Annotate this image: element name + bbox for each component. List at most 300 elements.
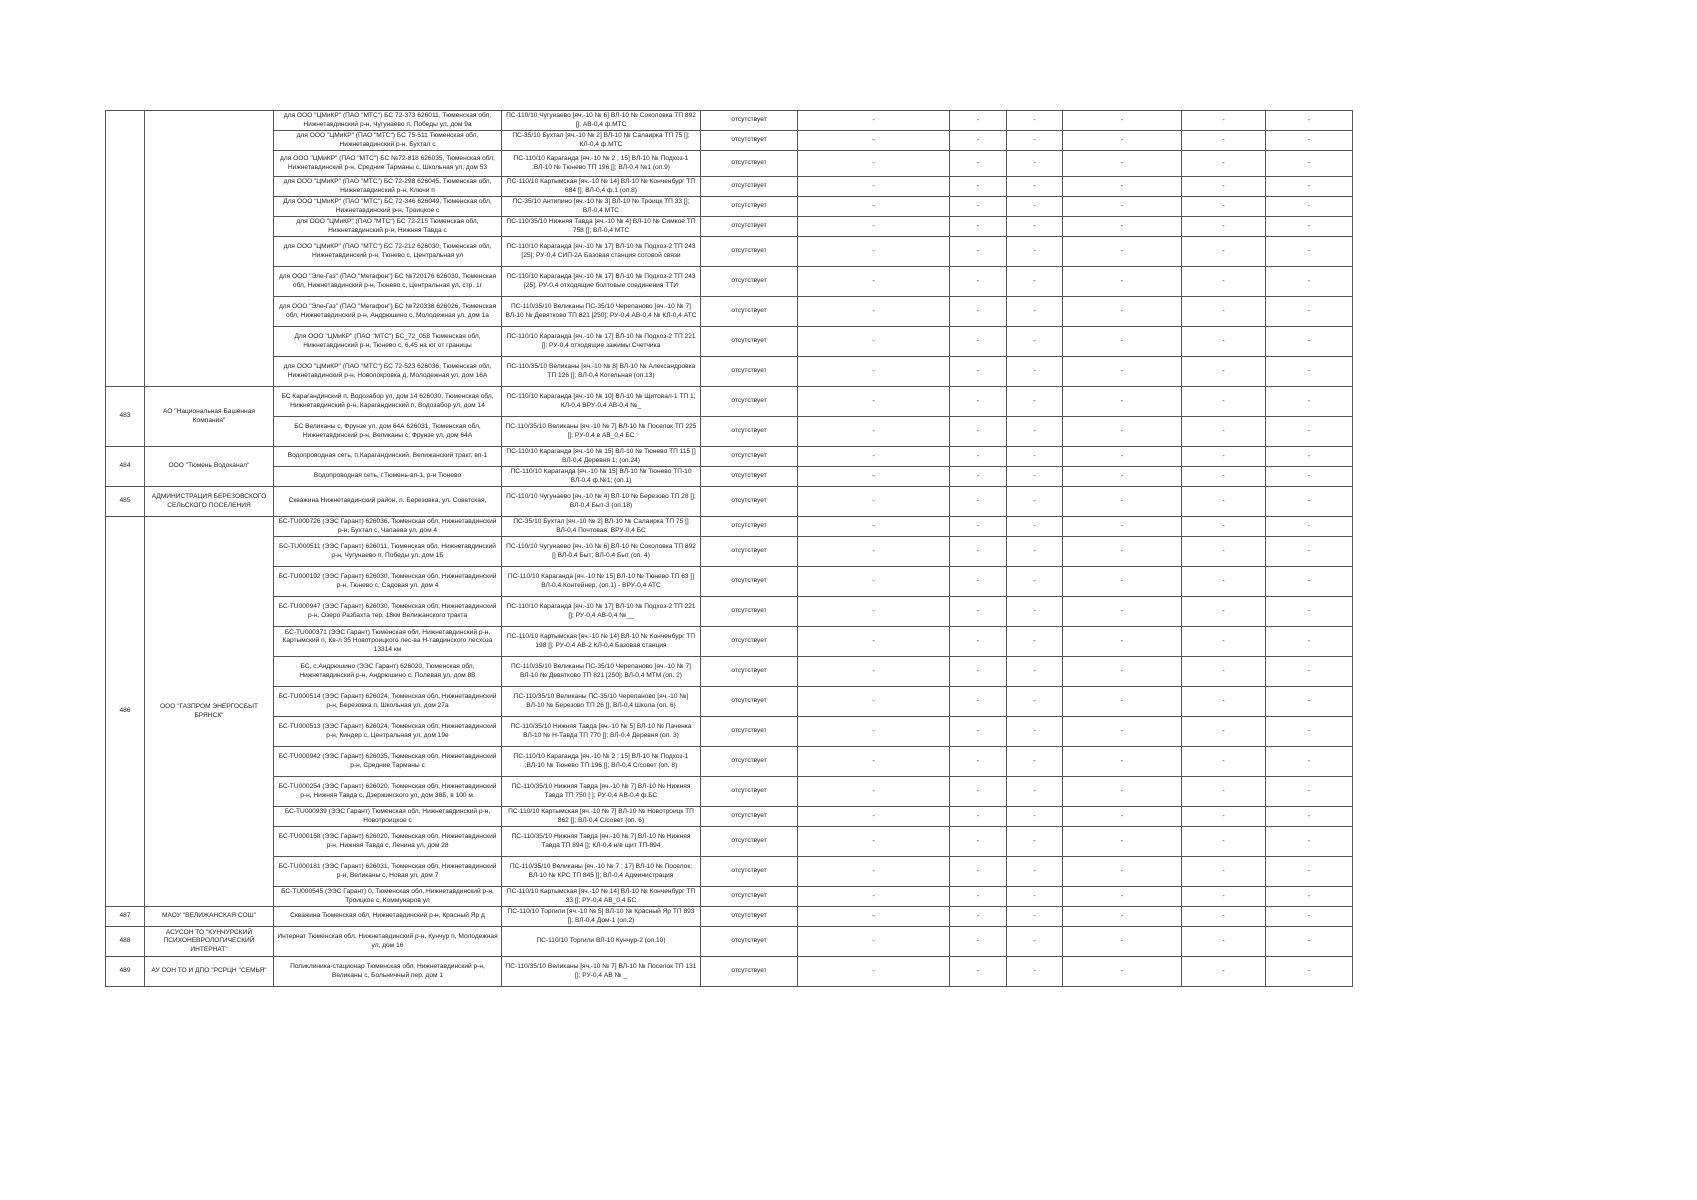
cell-status: отсутствует bbox=[701, 517, 798, 537]
cell-number: 488 bbox=[106, 927, 145, 957]
cell-number: 489 bbox=[106, 957, 145, 987]
cell-empty-value: - bbox=[950, 927, 1007, 957]
cell-object: БС-TU000726 (ЭЭС Гарант) 626036, Тюменская обл, Нижнетавдинский р-н, Бухтал с, Чапаева ул, дом 4 bbox=[274, 517, 502, 537]
cell-empty-value: - bbox=[1007, 327, 1063, 357]
cell-empty-value: - bbox=[1007, 197, 1063, 217]
cell-object: БС-TU000254 (ЭЭС Гарант) 626020, Тюменская обл, Нижнетавдинский р-н, Нижняя Тавда с, Дзержинского ул, дом 38Б, в 100 м. bbox=[274, 777, 502, 807]
cell-organization: АДМИНИСТРАЦИЯ БЕРЕЗОВСКОГО СЕЛЬСКОГО ПОСЕЛЕНИЯ bbox=[145, 487, 274, 517]
cell-status: отсутствует bbox=[701, 387, 798, 417]
cell-empty-value: - bbox=[1182, 267, 1266, 297]
cell-connection-point: ПС-35/10 Антипино [яч.-10 № 3] ВЛ-10 № Троицк ТП 33 []; ВЛ-0,4 МТС bbox=[502, 197, 701, 217]
cell-empty-value: - bbox=[1063, 417, 1182, 447]
cell-object: БС-TU000371 (ЭЭС Гарант) Тюменская обл, Нижнетавдинский р-н, Картымский п, Кв-л 35 Новотроицкого лес-ва Н-тавдинского лесхоза 13314 км bbox=[274, 627, 502, 657]
cell-empty-value: - bbox=[798, 131, 950, 151]
cell-empty-value: - bbox=[1266, 151, 1353, 177]
cell-empty-value: - bbox=[950, 297, 1007, 327]
cell-empty-value: - bbox=[798, 217, 950, 237]
cell-empty-value: - bbox=[950, 747, 1007, 777]
cell-connection-point: ПС-110/10 Караганда [яч.-10 № 15] ВЛ-10 № Тюнево ТП 63 [] ВЛ-0,4 Контейнер; (оп.1) - ВРУ-0,4 АТС bbox=[502, 567, 701, 597]
cell-empty-value: - bbox=[798, 827, 950, 857]
cell-empty-value: - bbox=[1182, 927, 1266, 957]
cell-empty-value: - bbox=[1007, 111, 1063, 131]
cell-empty-value: - bbox=[1182, 857, 1266, 887]
cell-empty-value: - bbox=[1182, 907, 1266, 927]
cell-connection-point: ПС-110/10 Картымская [яч.-10 № 14] ВЛ-10 № Конченбург ТП 33 []; РУ-0,4 АВ_0,4 БС bbox=[502, 887, 701, 907]
cell-empty-value: - bbox=[1063, 747, 1182, 777]
cell-status: отсутствует bbox=[701, 907, 798, 927]
cell-empty-value: - bbox=[1063, 857, 1182, 887]
table-row bbox=[106, 537, 1353, 567]
cell-empty-value: - bbox=[798, 237, 950, 267]
cell-empty-value: - bbox=[950, 467, 1007, 487]
cell-empty-value: - bbox=[798, 417, 950, 447]
cell-object: Скважина Тюменская обл, Нижнетавдинский р-н, Красный Яр д bbox=[274, 907, 502, 927]
table-body bbox=[106, 111, 1353, 987]
cell-empty-value: - bbox=[1063, 387, 1182, 417]
cell-empty-value: - bbox=[950, 887, 1007, 907]
cell-empty-value: - bbox=[1007, 567, 1063, 597]
cell-connection-point: ПС-110/35/10 Нижняя Тавда [яч.-10 № 5] ВЛ-10 № Паченка ВЛ-10 № Н-Тавда ТП 770 []; ВЛ-0,4 Деревня (оп. 3) bbox=[502, 717, 701, 747]
cell-empty-value: - bbox=[1007, 297, 1063, 327]
cell-empty-value: - bbox=[798, 177, 950, 197]
cell-empty-value: - bbox=[798, 537, 950, 567]
cell-empty-value: - bbox=[1007, 447, 1063, 467]
cell-connection-point: ПС-110/35/10 Великаны [яч.-10 № 7 ; 17] ВЛ-10 № Поселок; ВЛ-10 № КРС ТП 845 []; ВЛ-0,4 Администрация bbox=[502, 857, 701, 887]
cell-empty-value: - bbox=[1063, 111, 1182, 131]
cell-object: для ООО "ЦМиКР" (ПАО "МТС") БС 72-373 626011, Тюменская обл, Нижнетавдинский р-н, Чугунаево п, Победы ул, дом 9а bbox=[274, 111, 502, 131]
cell-number bbox=[106, 111, 145, 387]
cell-empty-value: - bbox=[798, 267, 950, 297]
cell-empty-value: - bbox=[1007, 177, 1063, 197]
cell-empty-value: - bbox=[1063, 907, 1182, 927]
cell-empty-value: - bbox=[798, 927, 950, 957]
table-row bbox=[106, 597, 1353, 627]
cell-number: 486 bbox=[106, 517, 145, 907]
cell-empty-value: - bbox=[1063, 957, 1182, 987]
cell-empty-value: - bbox=[1007, 267, 1063, 297]
cell-empty-value: - bbox=[1182, 217, 1266, 237]
cell-empty-value: - bbox=[1063, 151, 1182, 177]
cell-status: отсутствует bbox=[701, 717, 798, 747]
table-row bbox=[106, 297, 1353, 327]
cell-empty-value: - bbox=[798, 567, 950, 597]
cell-status: отсутствует bbox=[701, 131, 798, 151]
cell-empty-value: - bbox=[798, 517, 950, 537]
cell-empty-value: - bbox=[798, 747, 950, 777]
cell-empty-value: - bbox=[1182, 717, 1266, 747]
cell-empty-value: - bbox=[798, 297, 950, 327]
cell-empty-value: - bbox=[1266, 747, 1353, 777]
cell-connection-point: ПС-110/35/10 Великаны [яч.-10 № 8] ВЛ-10 № Александровка ТП 126 []; ВЛ-0,4 Котельная (оп.13) bbox=[502, 357, 701, 387]
cell-empty-value: - bbox=[950, 657, 1007, 687]
cell-empty-value: - bbox=[1182, 747, 1266, 777]
cell-empty-value: - bbox=[798, 197, 950, 217]
cell-object: Для ООО "ЦМиКР" (ПАО "МТС") БС_72_058 Тюменская обл, Нижнетавдинский р-н, Тюнево с, 6,45 на юг от границы bbox=[274, 327, 502, 357]
cell-empty-value: - bbox=[1063, 327, 1182, 357]
cell-object: для ООО "ЦМиКР" (ПАО "МТС") БС 72-212 626030, Тюменская обл, Нижнетавдинский р-н, Тюнево с, Центральная ул bbox=[274, 237, 502, 267]
cell-empty-value: - bbox=[1266, 237, 1353, 267]
cell-empty-value: - bbox=[1007, 131, 1063, 151]
table-row bbox=[106, 267, 1353, 297]
cell-object: БС-TU000939 (ЭЭС Гарант) Тюменская обл, Нижнетавдинский р-н, Новотроицкое с bbox=[274, 807, 502, 827]
table-row bbox=[106, 957, 1353, 987]
cell-connection-point: ПС-110/10 Картымская [яч.-10 № 14] ВЛ-10 № Конченбург ТП 198 []; РУ-0,4 АВ-2 КЛ-0,4 Базовая станция bbox=[502, 627, 701, 657]
cell-empty-value: - bbox=[1063, 517, 1182, 537]
table-row bbox=[106, 197, 1353, 217]
cell-connection-point: ПС-110/10 Караганда [яч.-10 № 15] ВЛ-10 № Тюнево ТП-10 ВЛ-0,4 ф.№1; (оп.1) bbox=[502, 467, 701, 487]
cell-status: отсутствует bbox=[701, 567, 798, 597]
cell-empty-value: - bbox=[1182, 197, 1266, 217]
cell-object: БС Великаны с, Фрунзе ул, дом 64А 626031, Тюменская обл, Нижнетавдинский р-н, Великаны с, Фрунзе ул, дом 64А bbox=[274, 417, 502, 447]
cell-empty-value: - bbox=[1182, 237, 1266, 267]
table-row bbox=[106, 687, 1353, 717]
cell-status: отсутствует bbox=[701, 747, 798, 777]
cell-connection-point: ПС-110/10 Караганда [яч.-10 № 2 ; 15] ВЛ-10 № Подхоз-1 ;ВЛ-10 № Тюнево ТП 196 []; ВЛ-0,4 С/совет (оп. 8) bbox=[502, 747, 701, 777]
cell-empty-value: - bbox=[1266, 357, 1353, 387]
cell-status: отсутствует bbox=[701, 297, 798, 327]
cell-object: БС-TU000158 (ЭЭС Гарант) 626020, Тюменская обл, Нижнетавдинский р-н, Нижняя Тавда с, Ленина ул, дом 28 bbox=[274, 827, 502, 857]
cell-empty-value: - bbox=[1063, 827, 1182, 857]
cell-connection-point: ПС-110/10 Караганда [яч.-10 № 2 ; 15] ВЛ-10 № Подхоз-1 ;ВЛ-10 № Тюнево ТП 196 []; ВЛ-0,4 №1 (оп.9) bbox=[502, 151, 701, 177]
table-row bbox=[106, 417, 1353, 447]
cell-empty-value: - bbox=[1007, 357, 1063, 387]
cell-connection-point: ПС-110/35/10 Великаны ПС-35/10 Черепаново [яч.-10 № 7] ВЛ-10 № Девятково ТП 821 [250]; ВЛ-0,4 МТМ (оп. 2) bbox=[502, 657, 701, 687]
cell-empty-value: - bbox=[950, 327, 1007, 357]
cell-status: отсутствует bbox=[701, 657, 798, 687]
cell-empty-value: - bbox=[950, 857, 1007, 887]
table-row bbox=[106, 657, 1353, 687]
cell-status: отсутствует bbox=[701, 111, 798, 131]
table-row bbox=[106, 447, 1353, 467]
cell-empty-value: - bbox=[1007, 957, 1063, 987]
cell-empty-value: - bbox=[950, 597, 1007, 627]
cell-empty-value: - bbox=[1266, 131, 1353, 151]
cell-organization: АО "Национальная Башенная Компания" bbox=[145, 387, 274, 447]
cell-empty-value: - bbox=[798, 111, 950, 131]
cell-connection-point: ПС-110/10 Торгили ВЛ-10 Кунчур-2 (оп.10) bbox=[502, 927, 701, 957]
cell-empty-value: - bbox=[1182, 657, 1266, 687]
cell-object: Водопроводная сеть, п.Карагандинский, Велижанский тракт, вп-1 bbox=[274, 447, 502, 467]
cell-empty-value: - bbox=[1266, 857, 1353, 887]
cell-empty-value: - bbox=[950, 131, 1007, 151]
cell-empty-value: - bbox=[1063, 687, 1182, 717]
cell-status: отсутствует bbox=[701, 177, 798, 197]
cell-empty-value: - bbox=[1063, 887, 1182, 907]
cell-status: отсутствует bbox=[701, 197, 798, 217]
cell-connection-point: ПС-35/10 Бухтал [яч.-10 № 2] ВЛ-10 № Салаирка ТП 75 [] ВЛ-0,4 Почтовая; ВРУ-0,4 БС bbox=[502, 517, 701, 537]
cell-empty-value: - bbox=[950, 387, 1007, 417]
cell-empty-value: - bbox=[1266, 907, 1353, 927]
table-row bbox=[106, 151, 1353, 177]
cell-status: отсутствует bbox=[701, 151, 798, 177]
cell-status: отсутствует bbox=[701, 447, 798, 467]
cell-empty-value: - bbox=[1007, 687, 1063, 717]
cell-object: БС-TU000947 (ЭЭС Гарант) 626030, Тюменская обл, Нижнетавдинский р-н, Озеро Разбахта тер, 18км Велижанского тракта bbox=[274, 597, 502, 627]
cell-empty-value: - bbox=[1063, 447, 1182, 467]
cell-number: 485 bbox=[106, 487, 145, 517]
cell-object: БС-TU000192 (ЭЭС Гарант) 626030, Тюменская обл, Нижнетавдинский р-н, Тюнево с, Садовая ул, дом 4 bbox=[274, 567, 502, 597]
cell-empty-value: - bbox=[798, 857, 950, 887]
cell-empty-value: - bbox=[950, 487, 1007, 517]
cell-empty-value: - bbox=[798, 487, 950, 517]
cell-status: отсутствует bbox=[701, 327, 798, 357]
cell-empty-value: - bbox=[1182, 417, 1266, 447]
cell-empty-value: - bbox=[1007, 747, 1063, 777]
cell-connection-point: ПС-110/35/10 Великаны [яч.-10 № 7] ВЛ-10 № Поселок ТП 225 []; РУ-0,4 в АВ_0,4 БС bbox=[502, 417, 701, 447]
cell-empty-value: - bbox=[798, 717, 950, 747]
table-row bbox=[106, 217, 1353, 237]
cell-object: БС-TU000545 (ЭЭС Гарант) 0, Тюменская обл, Нижнетавдинский р-н, Троицкое с, Коммунаров ул bbox=[274, 887, 502, 907]
cell-number: 484 bbox=[106, 447, 145, 487]
table-row bbox=[106, 747, 1353, 777]
table-row bbox=[106, 927, 1353, 957]
cell-empty-value: - bbox=[950, 177, 1007, 197]
cell-empty-value: - bbox=[1063, 267, 1182, 297]
cell-status: отсутствует bbox=[701, 467, 798, 487]
cell-status: отсутствует bbox=[701, 687, 798, 717]
cell-empty-value: - bbox=[1266, 537, 1353, 567]
cell-connection-point: ПС-110/10 Картымская [яч.-10 № 14] ВЛ-10 № Конченбург ТП 684 []; ВЛ-0,4 ф.1 (оп.8) bbox=[502, 177, 701, 197]
cell-empty-value: - bbox=[1063, 197, 1182, 217]
table-row bbox=[106, 717, 1353, 747]
data-table bbox=[105, 110, 1353, 987]
cell-object: Скважина Нижнетавдинский район, п. Березовка, ул. Советская, bbox=[274, 487, 502, 517]
cell-empty-value: - bbox=[1007, 657, 1063, 687]
cell-empty-value: - bbox=[798, 357, 950, 387]
cell-empty-value: - bbox=[1182, 567, 1266, 597]
cell-empty-value: - bbox=[1063, 177, 1182, 197]
cell-empty-value: - bbox=[798, 807, 950, 827]
cell-empty-value: - bbox=[1182, 151, 1266, 177]
table-row bbox=[106, 567, 1353, 597]
table-row bbox=[106, 467, 1353, 487]
cell-empty-value: - bbox=[950, 417, 1007, 447]
cell-empty-value: - bbox=[798, 687, 950, 717]
cell-status: отсутствует bbox=[701, 357, 798, 387]
cell-empty-value: - bbox=[950, 567, 1007, 597]
cell-empty-value: - bbox=[1063, 237, 1182, 267]
cell-object: БС-TU000942 (ЭЭС Гарант) 626035, Тюменская обл, Нижнетавдинский р-н, Средние Тарманы с bbox=[274, 747, 502, 777]
cell-empty-value: - bbox=[798, 627, 950, 657]
cell-empty-value: - bbox=[1063, 567, 1182, 597]
cell-empty-value: - bbox=[798, 327, 950, 357]
cell-empty-value: - bbox=[1182, 177, 1266, 197]
cell-empty-value: - bbox=[1007, 717, 1063, 747]
cell-empty-value: - bbox=[1182, 111, 1266, 131]
cell-connection-point: ПС-110/10 Караганда [яч.-10 № 10] ВЛ-10 № Щитовал-1 ТП 1; КЛ-0,4 ВРУ-0,4 АВ-0,4 №_ bbox=[502, 387, 701, 417]
cell-empty-value: - bbox=[1266, 807, 1353, 827]
cell-empty-value: - bbox=[950, 957, 1007, 987]
cell-empty-value: - bbox=[1007, 887, 1063, 907]
cell-connection-point: ПС-110/10 Чугунаево [яч.-10 № 6] ВЛ-10 № Соколовка ТП 892 [] ВЛ-0,4 Быт; ВЛ-0,4 Быт (оп. 4) bbox=[502, 537, 701, 567]
cell-empty-value: - bbox=[1266, 777, 1353, 807]
cell-status: отсутствует bbox=[701, 217, 798, 237]
cell-object: для ООО "ЦМиКР" (ПАО "МТС") БС №72-818 626035, Тюменская обл, Нижнетавдинский р-н, Средние Тарманы с, Школьная ул, дом 53 bbox=[274, 151, 502, 177]
cell-empty-value: - bbox=[1182, 597, 1266, 627]
table-row bbox=[106, 887, 1353, 907]
cell-empty-value: - bbox=[1266, 327, 1353, 357]
cell-empty-value: - bbox=[1007, 537, 1063, 567]
cell-status: отсутствует bbox=[701, 537, 798, 567]
cell-empty-value: - bbox=[950, 111, 1007, 131]
cell-empty-value: - bbox=[1063, 777, 1182, 807]
table-row bbox=[106, 777, 1353, 807]
cell-empty-value: - bbox=[1182, 807, 1266, 827]
cell-empty-value: - bbox=[1063, 131, 1182, 151]
cell-object: для ООО "ЦМиКР" (ПАО "МТС") БС 72-215 Тюменская обл, Нижнетавдинский р-н, Нижняя Тавда с bbox=[274, 217, 502, 237]
cell-status: отсутствует bbox=[701, 887, 798, 907]
table-row bbox=[106, 857, 1353, 887]
cell-empty-value: - bbox=[1266, 417, 1353, 447]
cell-empty-value: - bbox=[1266, 957, 1353, 987]
cell-object: БС-TU000511 (ЭЭС Гарант) 626011, Тюменская обл, Нижнетавдинский р-н, Чугунаево п, Победы ул, дом 1Б bbox=[274, 537, 502, 567]
cell-status: отсутствует bbox=[701, 597, 798, 627]
cell-object: для ООО "ЦМиКР" (ПАО "МТС") БС 75-511 Тюменская обл, Нижнетавдинский р-н, Бухтал с bbox=[274, 131, 502, 151]
cell-empty-value: - bbox=[1007, 151, 1063, 177]
cell-empty-value: - bbox=[1182, 687, 1266, 717]
cell-object: Поликлиника-стационар Тюменская обл, Нижнетавдинский р-н, Великаны с, Больничный пер, дом 1 bbox=[274, 957, 502, 987]
cell-empty-value: - bbox=[1063, 807, 1182, 827]
cell-empty-value: - bbox=[1007, 857, 1063, 887]
cell-object: для ООО "ЦМиКР" (ПАО "МТС") БС 72-298 626045, Тюменская обл, Нижнетавдинский р-н, Ключи п bbox=[274, 177, 502, 197]
cell-empty-value: - bbox=[1007, 597, 1063, 627]
cell-empty-value: - bbox=[1266, 717, 1353, 747]
cell-empty-value: - bbox=[1063, 357, 1182, 387]
cell-empty-value: - bbox=[1182, 627, 1266, 657]
cell-status: отсутствует bbox=[701, 957, 798, 987]
cell-empty-value: - bbox=[1266, 387, 1353, 417]
cell-object: БС-TU000514 (ЭЭС Гарант) 626024, Тюменская обл, Нижнетавдинский р-н, Березовка п, Школьная ул, дом 27а bbox=[274, 687, 502, 717]
table-row bbox=[106, 327, 1353, 357]
cell-empty-value: - bbox=[1063, 597, 1182, 627]
cell-empty-value: - bbox=[1063, 487, 1182, 517]
cell-empty-value: - bbox=[798, 887, 950, 907]
cell-connection-point: ПС-35/10 Бухтал [яч.-10 № 2] ВЛ-10 № Салаирка ТП 75 []; КЛ-0,4 ф.МТС bbox=[502, 131, 701, 151]
cell-empty-value: - bbox=[950, 517, 1007, 537]
cell-connection-point: ПС-110/10 Караганда [яч.-10 № 17] ВЛ-10 № Подхоз-2 ТП 243 [25]; РУ-0,4 отходящие болтовые соединения ТТИ bbox=[502, 267, 701, 297]
cell-empty-value: - bbox=[1063, 717, 1182, 747]
cell-empty-value: - bbox=[1182, 537, 1266, 567]
cell-empty-value: - bbox=[798, 151, 950, 177]
cell-empty-value: - bbox=[1182, 887, 1266, 907]
cell-empty-value: - bbox=[1266, 627, 1353, 657]
cell-status: отсутствует bbox=[701, 807, 798, 827]
cell-empty-value: - bbox=[1182, 487, 1266, 517]
cell-empty-value: - bbox=[1266, 297, 1353, 327]
cell-empty-value: - bbox=[1266, 217, 1353, 237]
cell-empty-value: - bbox=[950, 357, 1007, 387]
cell-empty-value: - bbox=[1007, 217, 1063, 237]
cell-empty-value: - bbox=[1266, 687, 1353, 717]
cell-object: БС, с.Андрюшино (ЭЭС Гарант) 626020, Тюменская обл, Нижнетавдинский р-н, Андрюшино с, Полевая ул, дом 8В bbox=[274, 657, 502, 687]
cell-empty-value: - bbox=[1182, 777, 1266, 807]
cell-organization: ООО "ГАЗПРОМ ЭНЕРГОСБЫТ БРЯНСК" bbox=[145, 517, 274, 907]
cell-object: Водопроводная сеть, г.Тюмень-вп-1, р-н Тюнево bbox=[274, 467, 502, 487]
cell-empty-value: - bbox=[1007, 807, 1063, 827]
cell-empty-value: - bbox=[1266, 517, 1353, 537]
cell-empty-value: - bbox=[1007, 517, 1063, 537]
cell-status: отсутствует bbox=[701, 777, 798, 807]
cell-organization: АСУСОН ТО "КУНЧУРСКИЙ ПСИХОНЕВРОЛОГИЧЕСКИЙ ИНТЕРНАТ" bbox=[145, 927, 274, 957]
table-row bbox=[106, 111, 1353, 131]
cell-empty-value: - bbox=[950, 537, 1007, 567]
cell-empty-value: - bbox=[1266, 887, 1353, 907]
cell-empty-value: - bbox=[1007, 927, 1063, 957]
cell-empty-value: - bbox=[950, 807, 1007, 827]
cell-empty-value: - bbox=[1266, 467, 1353, 487]
cell-empty-value: - bbox=[1266, 597, 1353, 627]
cell-empty-value: - bbox=[950, 627, 1007, 657]
table-row bbox=[106, 487, 1353, 517]
cell-connection-point: ПС-110/10 Караганда [яч.-10 № 15] ВЛ-10 № Тюнево ТП 115 [] ВЛ-0,4 Деревня 1; (оп.24) bbox=[502, 447, 701, 467]
cell-empty-value: - bbox=[1266, 567, 1353, 597]
cell-empty-value: - bbox=[1266, 487, 1353, 517]
cell-empty-value: - bbox=[950, 827, 1007, 857]
cell-empty-value: - bbox=[1266, 177, 1353, 197]
cell-empty-value: - bbox=[950, 777, 1007, 807]
table-row bbox=[106, 357, 1353, 387]
cell-connection-point: ПС-110/35/10 Великаны ПС-35/10 Черепаново [яч.-10 № 7] ВЛ-10 № Девятково ТП 821 [250]; РУ-0,4 АВ-0,4 № КЛ-0,4 АТС bbox=[502, 297, 701, 327]
cell-empty-value: - bbox=[1266, 267, 1353, 297]
cell-status: отсутствует bbox=[701, 267, 798, 297]
cell-empty-value: - bbox=[1007, 387, 1063, 417]
cell-empty-value: - bbox=[1182, 467, 1266, 487]
cell-empty-value: - bbox=[1007, 237, 1063, 267]
cell-connection-point: ПС-110/35/10 Нижняя Тавда [яч.-10 № 7] ВЛ-10 № Нижняя Тавда ТП 894 []; КЛ-0,4 н/в щит ТП-894 bbox=[502, 827, 701, 857]
cell-number: 487 bbox=[106, 907, 145, 927]
cell-empty-value: - bbox=[1266, 827, 1353, 857]
cell-empty-value: - bbox=[1182, 517, 1266, 537]
cell-empty-value: - bbox=[950, 717, 1007, 747]
cell-empty-value: - bbox=[1182, 387, 1266, 417]
cell-organization bbox=[145, 111, 274, 387]
cell-empty-value: - bbox=[1182, 131, 1266, 151]
cell-empty-value: - bbox=[1182, 827, 1266, 857]
table-row bbox=[106, 827, 1353, 857]
cell-empty-value: - bbox=[1063, 657, 1182, 687]
cell-connection-point: ПС-110/35/10 Нижняя Тавда [яч.-10 № 4] ВЛ-10 № Симкое ТП 758 []; ВЛ-0,4 МТС bbox=[502, 217, 701, 237]
cell-empty-value: - bbox=[1266, 447, 1353, 467]
table-row bbox=[106, 807, 1353, 827]
cell-status: отсутствует bbox=[701, 417, 798, 447]
cell-empty-value: - bbox=[798, 907, 950, 927]
cell-empty-value: - bbox=[1063, 217, 1182, 237]
cell-empty-value: - bbox=[1182, 447, 1266, 467]
cell-empty-value: - bbox=[1182, 357, 1266, 387]
cell-empty-value: - bbox=[950, 237, 1007, 267]
cell-object: БС Карагандинский п, Водозабор ул, дом 14 626030, Тюменская обл, Нижнетавдинский р-н, Карагандинский п, Водозабор ул, дом 14 bbox=[274, 387, 502, 417]
cell-connection-point: ПС-110/10 Караганда [яч.-10 № 17] ВЛ-10 № Подхоз-2 ТП 243 [25]; РУ-0,4 СИП-2А Базовая станция сотовой связи bbox=[502, 237, 701, 267]
table-row bbox=[106, 131, 1353, 151]
cell-object: БС-TU000513 (ЭЭС Гарант) 626024, Тюменская обл, Нижнетавдинский р-н, Киндер с, Центральная ул, дом 19е bbox=[274, 717, 502, 747]
cell-connection-point: ПС-110/10 Караганда [яч.-10 № 17] ВЛ-10 № Подхоз-2 ТП 221 []; РУ-0,4 отходящие зажимы Счетчика bbox=[502, 327, 701, 357]
cell-empty-value: - bbox=[798, 957, 950, 987]
cell-status: отсутствует bbox=[701, 237, 798, 267]
table-row bbox=[106, 517, 1353, 537]
cell-status: отсутствует bbox=[701, 857, 798, 887]
table-row bbox=[106, 907, 1353, 927]
cell-empty-value: - bbox=[1007, 777, 1063, 807]
cell-status: отсутствует bbox=[701, 927, 798, 957]
cell-connection-point: ПС-110/35/10 Нижняя Тавда [яч.-10 № 7] ВЛ-10 № Нижняя Тавда ТП 750 [ ]; РУ-0,4 АВ-0,4 ф.БС bbox=[502, 777, 701, 807]
cell-connection-point: ПС-110/10 Картымская [яч.-10 № 7] ВЛ-10 № Новотроицк ТП 862 []; ВЛ-0,4 С/совет (оп. 6) bbox=[502, 807, 701, 827]
cell-empty-value: - bbox=[1007, 487, 1063, 517]
cell-empty-value: - bbox=[1063, 467, 1182, 487]
cell-number: 483 bbox=[106, 387, 145, 447]
cell-empty-value: - bbox=[1266, 927, 1353, 957]
cell-empty-value: - bbox=[950, 447, 1007, 467]
cell-empty-value: - bbox=[1063, 927, 1182, 957]
